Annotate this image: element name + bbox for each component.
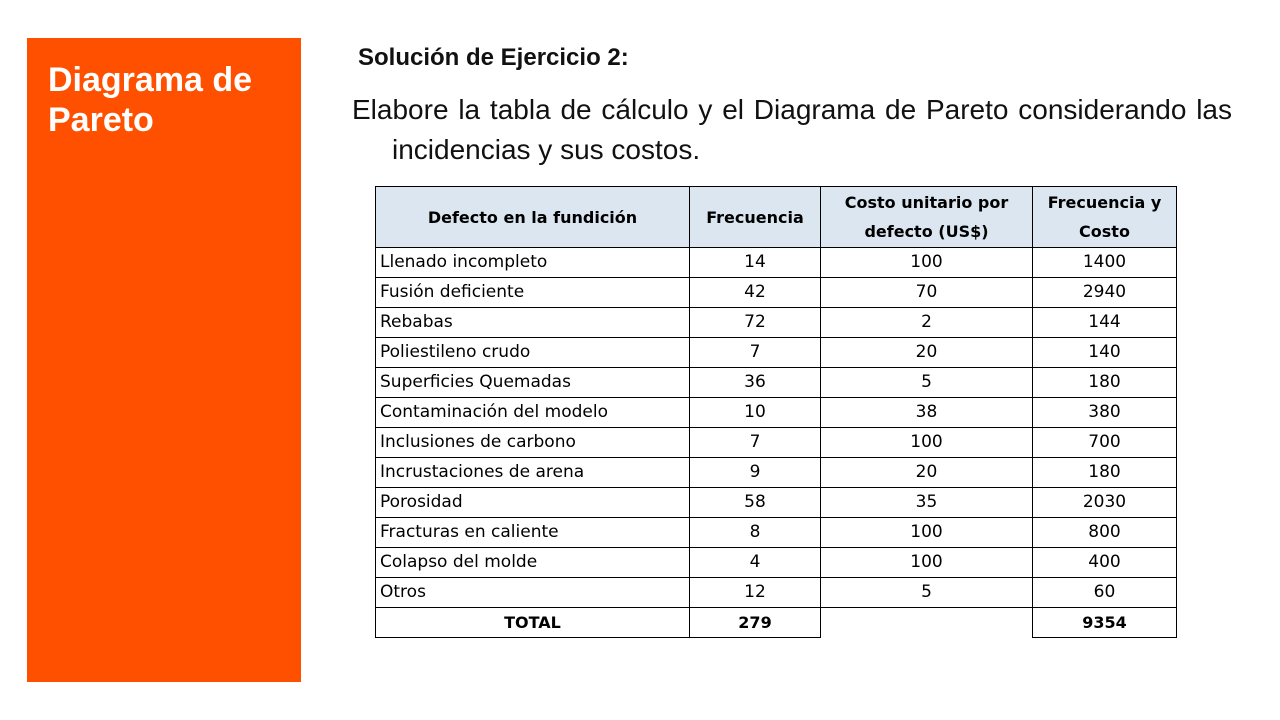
table-row (376, 398, 1177, 428)
cell-frequency-cost: 180 (1033, 458, 1177, 488)
table-row (376, 278, 1177, 308)
cell-unit-cost: 100 (821, 248, 1033, 278)
table-row (376, 548, 1177, 578)
table-row (376, 488, 1177, 518)
cell-defect: Fusión deficiente (376, 278, 690, 308)
cell-frequency-cost: 140 (1033, 338, 1177, 368)
cell-unit-cost: 100 (821, 428, 1033, 458)
cell-frequency-cost: 180 (1033, 368, 1177, 398)
cell-unit-cost: 100 (821, 518, 1033, 548)
total-unit-cost-blank (821, 608, 1033, 638)
cell-defect: Porosidad (376, 488, 690, 518)
cell-defect: Incrustaciones de arena (376, 458, 690, 488)
cell-defect: Colapso del molde (376, 548, 690, 578)
sidebar-panel (27, 38, 301, 682)
cell-unit-cost: 35 (821, 488, 1033, 518)
cell-frequency-cost: 800 (1033, 518, 1177, 548)
table-header-row (376, 187, 1177, 248)
solution-heading: Solución de Ejercicio 2: (358, 44, 629, 71)
table-row (376, 248, 1177, 278)
cell-defect: Poliestileno crudo (376, 338, 690, 368)
cell-defect: Otros (376, 578, 690, 608)
cell-frequency-cost: 144 (1033, 308, 1177, 338)
cell-frequency-cost: 2940 (1033, 278, 1177, 308)
cell-unit-cost: 70 (821, 278, 1033, 308)
table-row (376, 428, 1177, 458)
cell-frequency: 42 (690, 278, 821, 308)
table-row (376, 338, 1177, 368)
sidebar-title: Diagrama de Pareto (48, 61, 253, 139)
cell-frequency: 12 (690, 578, 821, 608)
cell-frequency: 10 (690, 398, 821, 428)
cell-frequency: 72 (690, 308, 821, 338)
cell-unit-cost: 38 (821, 398, 1033, 428)
cell-frequency: 9 (690, 458, 821, 488)
cell-frequency: 4 (690, 548, 821, 578)
header-defect: Defecto en la fundición (376, 187, 690, 248)
cell-frequency: 8 (690, 518, 821, 548)
table-row (376, 578, 1177, 608)
cell-frequency: 7 (690, 428, 821, 458)
cell-unit-cost: 100 (821, 548, 1033, 578)
cell-defect: Rebabas (376, 308, 690, 338)
cell-unit-cost: 2 (821, 308, 1033, 338)
total-frequency-cost: 9354 (1033, 608, 1177, 638)
cell-defect: Superficies Quemadas (376, 368, 690, 398)
header-frequency-cost: Frecuencia y Costo (1033, 187, 1177, 248)
cell-frequency-cost: 2030 (1033, 488, 1177, 518)
cell-unit-cost: 20 (821, 458, 1033, 488)
instruction-text: Elabore la tabla de cálculo y el Diagrama de Pareto considerando las incidencias y sus costos. (352, 94, 1232, 165)
cell-frequency-cost: 60 (1033, 578, 1177, 608)
cell-frequency: 58 (690, 488, 821, 518)
table-row (376, 368, 1177, 398)
cell-frequency-cost: 400 (1033, 548, 1177, 578)
cell-defect: Fracturas en caliente (376, 518, 690, 548)
cell-unit-cost: 5 (821, 368, 1033, 398)
header-unit-cost: Costo unitario por defecto (US$) (821, 187, 1033, 248)
cell-unit-cost: 20 (821, 338, 1033, 368)
cell-frequency-cost: 1400 (1033, 248, 1177, 278)
cell-unit-cost: 5 (821, 578, 1033, 608)
cell-frequency: 36 (690, 368, 821, 398)
defects-table (375, 186, 1177, 638)
cell-frequency-cost: 380 (1033, 398, 1177, 428)
cell-defect: Contaminación del modelo (376, 398, 690, 428)
cell-defect: Llenado incompleto (376, 248, 690, 278)
cell-defect: Inclusiones de carbono (376, 428, 690, 458)
table-row (376, 308, 1177, 338)
cell-frequency-cost: 700 (1033, 428, 1177, 458)
table-row (376, 518, 1177, 548)
cell-frequency: 7 (690, 338, 821, 368)
cell-frequency: 14 (690, 248, 821, 278)
header-frequency: Frecuencia (690, 187, 821, 248)
table-total-row (376, 608, 1177, 638)
total-label: TOTAL (376, 608, 690, 638)
table-row (376, 458, 1177, 488)
total-frequency: 279 (690, 608, 821, 638)
